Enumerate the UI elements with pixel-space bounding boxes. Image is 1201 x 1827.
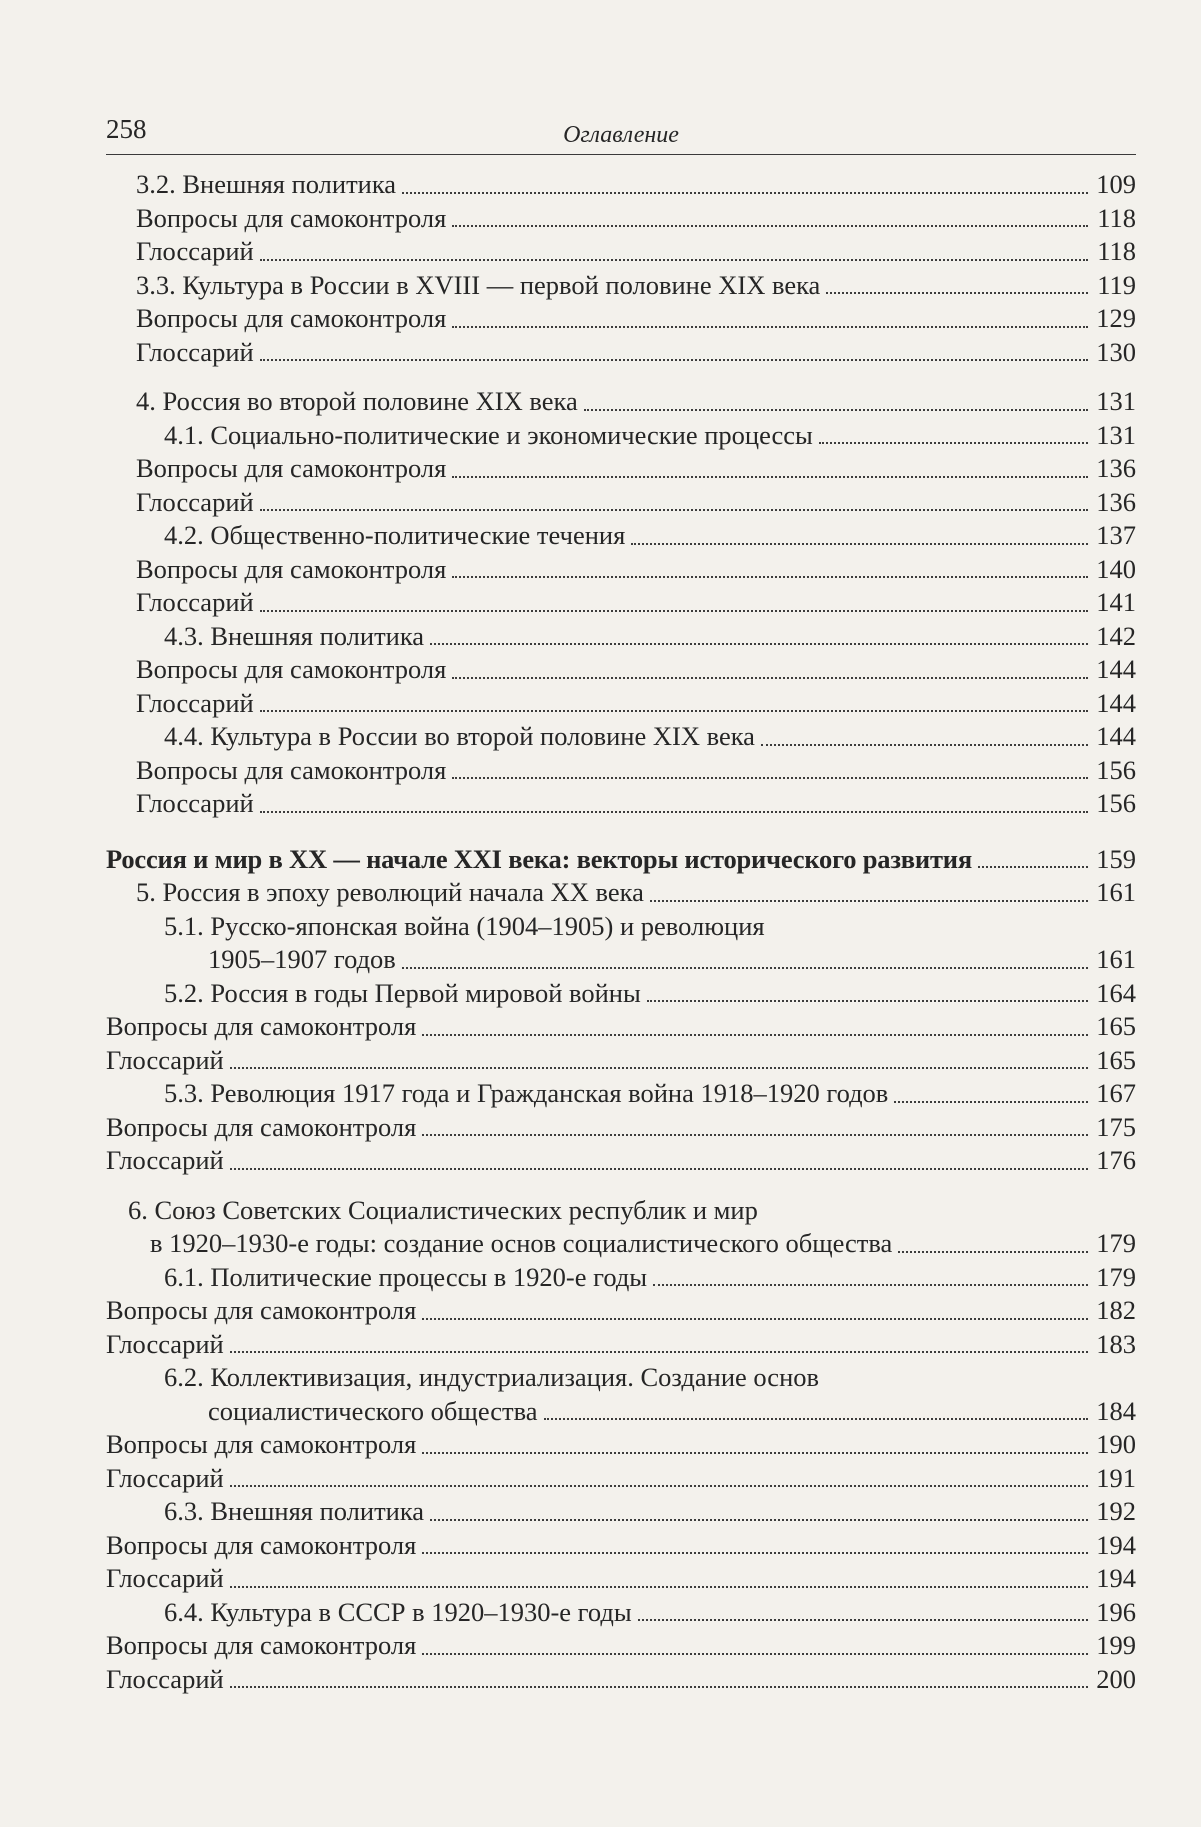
toc-entry-title: Вопросы для самоконтроля bbox=[106, 1529, 417, 1560]
toc-entry-title: Глоссарий bbox=[106, 1145, 224, 1175]
toc-entry[interactable] bbox=[106, 202, 1136, 236]
dot-leader bbox=[631, 543, 1088, 545]
toc-chapter-6-line[interactable]: 6. Союз Советских Социалистических республик и мир bbox=[128, 1194, 758, 1225]
toc-entry-title: Глоссарий bbox=[136, 788, 254, 818]
toc-entry[interactable] bbox=[106, 1529, 1136, 1563]
toc-chapter-5[interactable] bbox=[106, 876, 1136, 910]
dot-leader bbox=[544, 1418, 1088, 1420]
toc-entry-page: 119 bbox=[1097, 269, 1136, 300]
dot-leader bbox=[260, 509, 1088, 511]
toc-entry[interactable] bbox=[106, 486, 1136, 520]
toc-entry-title: Вопросы для самоконтроля bbox=[106, 1295, 417, 1325]
toc-chapter-6[interactable] bbox=[106, 1227, 1136, 1261]
toc-entry-page: 194 bbox=[1096, 1563, 1136, 1593]
toc-entry-page: 165 bbox=[1096, 1044, 1136, 1075]
dot-leader bbox=[422, 1134, 1088, 1136]
toc-entry-page: 165 bbox=[1096, 1011, 1136, 1041]
toc-entry-title: 4.1. Социально-политические и экономические процессы bbox=[164, 419, 813, 450]
toc-entry-title: 3.2. Внешняя политика bbox=[136, 169, 397, 199]
toc-entry[interactable] bbox=[106, 235, 1136, 269]
dot-leader bbox=[653, 1284, 1088, 1286]
dot-leader bbox=[761, 744, 1088, 746]
dot-leader bbox=[230, 1686, 1088, 1688]
toc-entry[interactable] bbox=[106, 269, 1136, 303]
dot-leader bbox=[650, 900, 1088, 902]
toc-entry-title: Глоссарий bbox=[136, 587, 254, 617]
toc-entry-title: 3.3. Культура в России в XVIII — первой половине XIX века bbox=[136, 269, 821, 300]
toc-entry-page: 144 bbox=[1096, 721, 1136, 751]
toc-entry[interactable] bbox=[106, 1462, 1136, 1496]
toc-entry-line[interactable]: 5.1. Русско-японская война (1904–1905) и революция bbox=[164, 910, 765, 941]
toc-entry-page: 176 bbox=[1096, 1145, 1136, 1175]
toc-entry-title: Вопросы для самоконтроля bbox=[106, 1429, 417, 1459]
dot-leader bbox=[422, 1653, 1088, 1655]
dot-leader bbox=[826, 292, 1088, 294]
toc-entry-page: 200 bbox=[1096, 1663, 1136, 1694]
toc-entry-page: 141 bbox=[1096, 587, 1136, 617]
dot-leader bbox=[402, 967, 1088, 969]
toc-entry-page: 182 bbox=[1096, 1295, 1136, 1325]
toc-entry-page: 156 bbox=[1096, 754, 1136, 785]
dot-leader bbox=[260, 811, 1088, 813]
toc-entry-title: Вопросы для самоконтроля bbox=[106, 1630, 417, 1660]
dot-leader bbox=[230, 1067, 1088, 1069]
toc-entry-title: Вопросы для самоконтроля bbox=[106, 1011, 417, 1041]
dot-leader bbox=[422, 1552, 1088, 1554]
dot-leader bbox=[430, 643, 1088, 645]
dot-leader bbox=[452, 326, 1088, 328]
toc-entry[interactable] bbox=[106, 519, 1136, 553]
toc-entry-page: 129 bbox=[1096, 303, 1136, 333]
toc-entry-title: 4.2. Общественно-политические течения bbox=[164, 520, 626, 550]
toc-entry-page: 192 bbox=[1096, 1496, 1136, 1526]
dot-leader bbox=[422, 1034, 1088, 1036]
toc-entry-page: 156 bbox=[1096, 788, 1136, 818]
toc-entry-title: 6.3. Внешняя политика bbox=[164, 1496, 425, 1526]
toc-entry-page: 131 bbox=[1096, 386, 1136, 416]
toc-entry[interactable] bbox=[106, 1294, 1136, 1328]
dot-leader bbox=[584, 409, 1088, 411]
page-header bbox=[106, 112, 1136, 155]
toc-entry[interactable] bbox=[106, 168, 1136, 202]
dot-leader bbox=[230, 1586, 1088, 1588]
dot-leader bbox=[260, 359, 1088, 361]
toc-entry[interactable] bbox=[106, 1663, 1136, 1697]
toc-entry-page: 164 bbox=[1096, 977, 1136, 1008]
toc-entry[interactable] bbox=[106, 653, 1136, 687]
toc-entry-title: 4.3. Внешняя политика bbox=[164, 620, 425, 651]
toc-entry-page: 196 bbox=[1096, 1596, 1136, 1627]
toc-entry[interactable] bbox=[106, 1596, 1136, 1630]
toc-entry[interactable] bbox=[106, 452, 1136, 486]
dot-leader bbox=[978, 866, 1088, 868]
toc-entry[interactable] bbox=[106, 687, 1136, 721]
dot-leader bbox=[230, 1351, 1088, 1353]
toc-entry[interactable] bbox=[106, 620, 1136, 654]
dot-leader bbox=[452, 677, 1088, 679]
toc-entry[interactable] bbox=[106, 1111, 1136, 1145]
toc-entry[interactable] bbox=[106, 787, 1136, 821]
toc-entry[interactable] bbox=[106, 1629, 1136, 1663]
toc-entry[interactable] bbox=[106, 1077, 1136, 1111]
dot-leader bbox=[638, 1619, 1088, 1621]
toc-entry-page: 175 bbox=[1096, 1111, 1136, 1142]
toc-entry-page: 199 bbox=[1096, 1630, 1136, 1660]
toc-entry-page: 167 bbox=[1096, 1078, 1136, 1108]
toc-entry-line[interactable]: 6.2. Коллективизация, индустриализация. Создание основ bbox=[164, 1362, 820, 1392]
toc-entry-title: Глоссарий bbox=[136, 336, 254, 367]
toc-entry-title: Вопросы для самоконтроля bbox=[136, 202, 447, 233]
toc-entry-page: 118 bbox=[1097, 236, 1136, 266]
toc-entry-title: Глоссарий bbox=[106, 1663, 224, 1694]
toc-entry-page: 140 bbox=[1096, 553, 1136, 584]
toc-entry-title: 1905–1907 годов bbox=[208, 944, 396, 974]
toc-entry[interactable] bbox=[106, 586, 1136, 620]
toc-entry-page: 161 bbox=[1096, 944, 1136, 974]
toc-entry-page: 136 bbox=[1096, 486, 1136, 517]
dot-leader bbox=[230, 1168, 1088, 1170]
toc-entry-title: 4. Россия во второй половине XIX века bbox=[136, 386, 578, 416]
toc-entry[interactable] bbox=[106, 553, 1136, 587]
toc-entry-title: социалистического общества bbox=[208, 1395, 538, 1426]
toc-entry[interactable] bbox=[106, 336, 1136, 370]
toc-entry-page: 142 bbox=[1096, 620, 1136, 651]
dot-leader bbox=[452, 225, 1088, 227]
toc-entry[interactable] bbox=[106, 720, 1136, 754]
toc-entry-title: 6.4. Культура в СССР в 1920–1930-е годы bbox=[164, 1596, 632, 1627]
toc-entry-page: 184 bbox=[1096, 1395, 1136, 1426]
toc-entry-page: 144 bbox=[1096, 687, 1136, 718]
toc-entry-page: 179 bbox=[1096, 1261, 1136, 1292]
dot-leader bbox=[260, 610, 1088, 612]
dot-leader bbox=[230, 1485, 1088, 1487]
toc-entry[interactable] bbox=[106, 977, 1136, 1011]
running-title: Оглавление bbox=[563, 122, 679, 148]
page-number: 258 bbox=[106, 114, 147, 144]
toc-entry-title: Глоссарий bbox=[106, 1462, 224, 1493]
toc-entry[interactable] bbox=[106, 1428, 1136, 1462]
toc-entry-page: 137 bbox=[1096, 520, 1136, 550]
toc-entry-page: 161 bbox=[1096, 877, 1136, 907]
toc-entry[interactable] bbox=[106, 1144, 1136, 1178]
toc-entry-page: 179 bbox=[1096, 1228, 1136, 1258]
toc-entry-title: Глоссарий bbox=[106, 1044, 224, 1075]
dot-leader bbox=[402, 192, 1088, 194]
toc-chapter-4[interactable] bbox=[106, 385, 1136, 419]
toc-entry-title: Вопросы для самоконтроля bbox=[136, 754, 447, 785]
dot-leader bbox=[898, 1251, 1088, 1253]
toc-entry-title: 5.3. Революция 1917 года и Гражданская война 1918–1920 годов bbox=[164, 1078, 889, 1108]
dot-leader bbox=[894, 1101, 1088, 1103]
toc-entry-title: Вопросы для самоконтроля bbox=[136, 654, 447, 684]
toc-entry[interactable] bbox=[106, 1044, 1136, 1078]
toc-entry-title: Глоссарий bbox=[106, 1328, 224, 1359]
toc-entry-page: 159 bbox=[1096, 843, 1136, 874]
dot-leader bbox=[452, 777, 1088, 779]
toc-entry-title: Вопросы для самоконтроля bbox=[136, 453, 447, 483]
dot-leader bbox=[260, 710, 1088, 712]
dot-leader bbox=[260, 259, 1088, 261]
toc-entry-page: 136 bbox=[1096, 453, 1136, 483]
toc-entry-page: 190 bbox=[1096, 1429, 1136, 1459]
toc-entry-page: 118 bbox=[1097, 202, 1136, 233]
toc-entry-title: 5.2. Россия в годы Первой мировой войны bbox=[164, 977, 641, 1008]
toc-entry-title: Вопросы для самоконтроля bbox=[136, 553, 447, 584]
toc-entry[interactable] bbox=[106, 754, 1136, 788]
toc-entry-page: 130 bbox=[1096, 336, 1136, 367]
toc-entry[interactable] bbox=[106, 1010, 1136, 1044]
dot-leader bbox=[452, 576, 1088, 578]
toc-entry[interactable] bbox=[106, 1328, 1136, 1362]
toc-entry-title: 4.4. Культура в России во второй половине XIX века bbox=[164, 721, 755, 751]
dot-leader bbox=[430, 1519, 1088, 1521]
toc-entry-title: 6.1. Политические процессы в 1920-е годы bbox=[164, 1261, 648, 1292]
toc-entry-title: Вопросы для самоконтроля bbox=[106, 1111, 417, 1142]
toc-entry[interactable] bbox=[106, 1562, 1136, 1596]
toc-entry[interactable] bbox=[106, 302, 1136, 336]
toc-entry[interactable] bbox=[106, 1395, 1136, 1429]
table-of-contents bbox=[106, 168, 1136, 1696]
toc-entry-page: 183 bbox=[1096, 1328, 1136, 1359]
dot-leader bbox=[422, 1318, 1088, 1320]
dot-leader bbox=[422, 1452, 1088, 1454]
toc-entry-title: Глоссарий bbox=[106, 1563, 224, 1593]
toc-entry-title: Глоссарий bbox=[136, 486, 254, 517]
toc-entry-title: в 1920–1930-е годы: создание основ социалистического общества bbox=[150, 1228, 893, 1258]
toc-entry-page: 144 bbox=[1096, 654, 1136, 684]
dot-leader bbox=[452, 476, 1088, 478]
toc-entry-page: 191 bbox=[1096, 1462, 1136, 1493]
toc-entry-title: Глоссарий bbox=[136, 236, 254, 266]
toc-entry[interactable] bbox=[106, 943, 1136, 977]
toc-entry-page: 109 bbox=[1096, 169, 1136, 199]
toc-entry[interactable] bbox=[106, 1495, 1136, 1529]
toc-entry-title: Вопросы для самоконтроля bbox=[136, 303, 447, 333]
toc-entry-page: 131 bbox=[1096, 419, 1136, 450]
dot-leader bbox=[819, 442, 1088, 444]
toc-entry-title: Россия и мир в XX — начале XXI века: векторы исторического развития bbox=[106, 843, 972, 874]
toc-entry-page: 194 bbox=[1096, 1529, 1136, 1560]
dot-leader bbox=[647, 1000, 1088, 1002]
toc-entry[interactable] bbox=[106, 419, 1136, 453]
toc-entry[interactable] bbox=[106, 1261, 1136, 1295]
toc-entry-title: Глоссарий bbox=[136, 687, 254, 718]
toc-entry-title: 5. Россия в эпоху революций начала XX века bbox=[136, 877, 644, 907]
toc-part-title[interactable] bbox=[106, 843, 1136, 877]
